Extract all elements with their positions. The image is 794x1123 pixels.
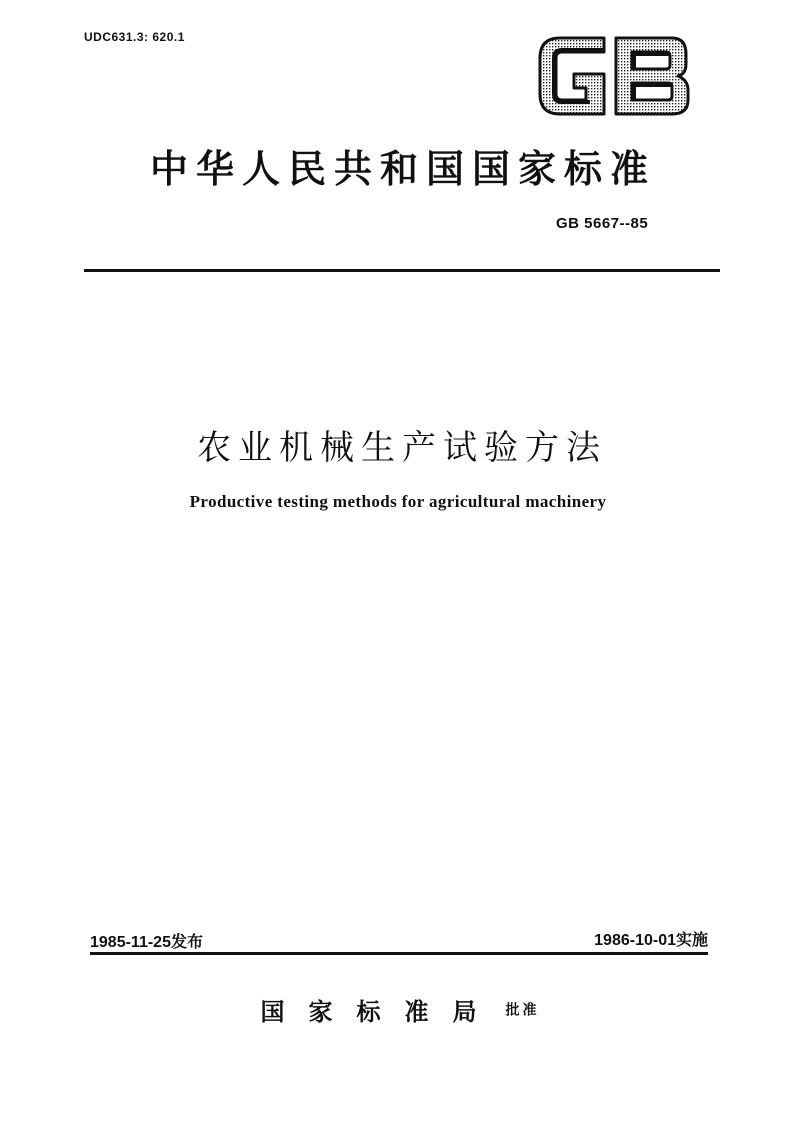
approval-label: 批准: [505, 1002, 540, 1019]
document-title-english: Productive testing methods for agricultural machinery: [189, 492, 607, 511]
standard-code: GB 5667--85: [556, 215, 649, 232]
udc-classification: UDC631.3: 620.1: [84, 30, 185, 44]
approval-line: [0, 992, 794, 1027]
top-divider: [84, 269, 720, 272]
organization-title: 中华人民共和国国家标准: [149, 147, 656, 191]
implementation-date: 1986-10-01实施: [594, 932, 708, 949]
issuing-authority: 国家标准局: [260, 998, 501, 1026]
document-title-chinese: 农业机械生产试验方法: [197, 428, 607, 468]
issue-date: 1985-11-25发布: [90, 934, 203, 951]
bottom-divider: [90, 952, 708, 955]
gb-logo: [534, 34, 692, 118]
